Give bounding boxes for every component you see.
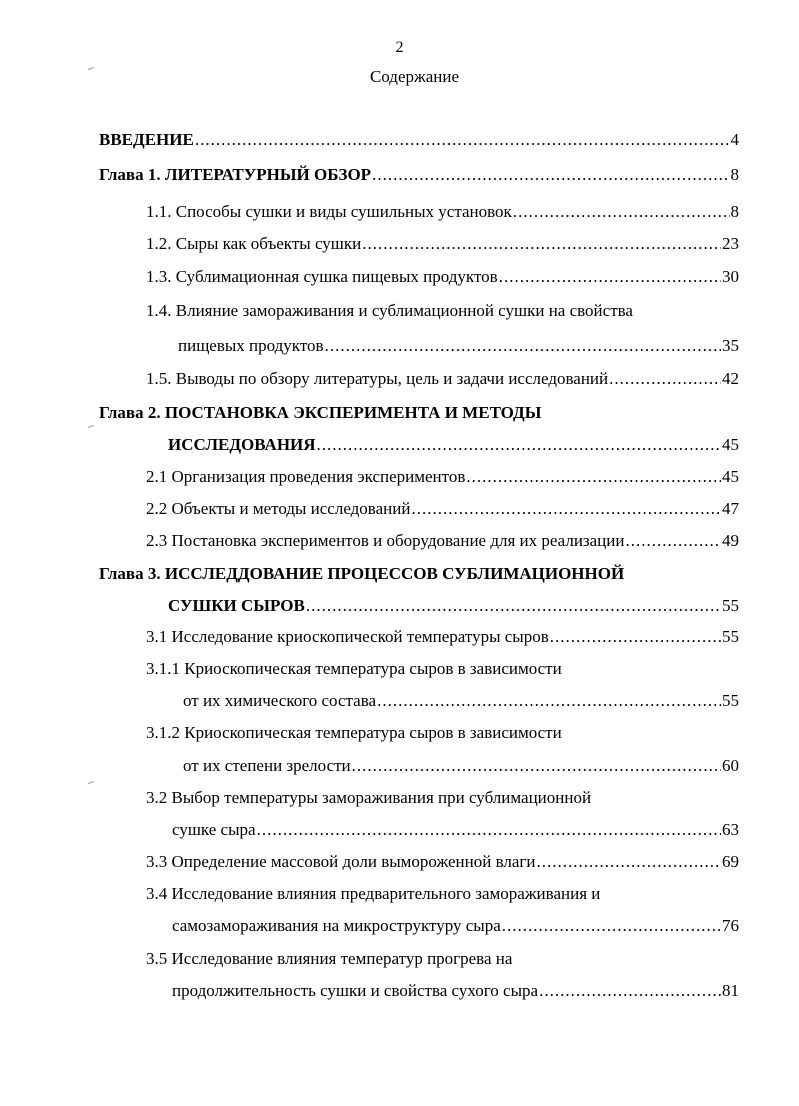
toc-page-number: 55 bbox=[722, 691, 739, 710]
toc-entry-3-1-1-line1: 3.1.1 Криоскопическая температура сыров в зависимости bbox=[146, 659, 562, 678]
toc-entry-text: ИССЛЕДОВАНИЯ bbox=[168, 435, 316, 454]
toc-page-number: 76 bbox=[722, 916, 739, 935]
scan-mark bbox=[88, 425, 94, 428]
toc-entry-1-1 bbox=[146, 203, 739, 220]
toc-entry-3-1-2 bbox=[183, 757, 739, 774]
toc-entry-text: 3.1 Исследование криоскопической температуры сыров bbox=[146, 627, 549, 646]
toc-leader bbox=[306, 597, 721, 614]
toc-page-number: 8 bbox=[730, 202, 739, 221]
toc-entry-3-4 bbox=[172, 917, 739, 934]
toc-leader bbox=[550, 628, 721, 645]
toc-entry-text: 2.1 Организация проведения экспериментов bbox=[146, 467, 466, 486]
toc-entry-1-2 bbox=[146, 235, 739, 252]
toc-leader bbox=[466, 468, 721, 485]
toc-entry-1-4-line1: 1.4. Влияние замораживания и сублимационной сушки на свойства bbox=[146, 301, 633, 320]
toc-entry-chapter-2-line1: Глава 2. ПОСТАНОВКА ЭКСПЕРИМЕНТА И МЕТОДЫ bbox=[99, 403, 542, 422]
toc-page-number: 69 bbox=[722, 852, 739, 871]
toc-entry-1-3 bbox=[146, 268, 739, 285]
toc-page-number: 49 bbox=[722, 531, 739, 550]
toc-entry-3-1 bbox=[146, 628, 739, 645]
page-title: Содержание bbox=[369, 67, 460, 86]
toc-entry-text: СУШКИ СЫРОВ bbox=[168, 596, 305, 615]
toc-leader bbox=[362, 235, 721, 252]
toc-entry-intro bbox=[99, 131, 739, 148]
toc-entry-text: от их степени зрелости bbox=[183, 756, 351, 775]
toc-page-number: 47 bbox=[722, 499, 739, 518]
toc-entry-3-3 bbox=[146, 853, 739, 870]
toc-entry-1-4 bbox=[178, 337, 739, 354]
toc-entry-text: ВВЕДЕНИЕ bbox=[99, 130, 194, 149]
toc-entry-text: 1.2. Сыры как объекты сушки bbox=[146, 234, 362, 253]
page-number: 2 bbox=[395, 39, 404, 56]
toc-entry-1-5 bbox=[146, 370, 739, 387]
toc-leader bbox=[325, 337, 721, 354]
toc-page-number: 55 bbox=[722, 596, 739, 615]
toc-entry-text: самозамораживания на микроструктуру сыра bbox=[172, 916, 501, 935]
toc-page-number: 4 bbox=[730, 130, 739, 149]
toc-leader bbox=[372, 166, 729, 183]
toc-page-number: 63 bbox=[722, 820, 739, 839]
toc-page-number: 60 bbox=[722, 756, 739, 775]
toc-entry-2-3 bbox=[146, 532, 739, 549]
toc-leader bbox=[539, 982, 721, 999]
toc-entry-3-1-2-line1: 3.1.2 Криоскопическая температура сыров в зависимости bbox=[146, 723, 562, 742]
toc-page-number: 45 bbox=[722, 435, 739, 454]
toc-leader bbox=[537, 853, 722, 870]
toc-entry-3-4-line1: 3.4 Исследование влияния предварительного замораживания и bbox=[146, 884, 601, 903]
toc-leader bbox=[513, 203, 730, 220]
toc-entry-chapter-3 bbox=[168, 597, 739, 614]
toc-entry-2-1 bbox=[146, 468, 739, 485]
toc-entry-chapter-3-line1: Глава 3. ИССЛЕДДОВАНИЕ ПРОЦЕССОВ СУБЛИМАЦИОННОЙ bbox=[99, 564, 625, 583]
toc-entry-text: 3.3 Определение массовой доли вымороженной влаги bbox=[146, 852, 536, 871]
toc-leader bbox=[317, 436, 721, 453]
toc-page-number: 55 bbox=[722, 627, 739, 646]
toc-page-number: 8 bbox=[730, 165, 739, 184]
toc-leader bbox=[502, 917, 721, 934]
scan-mark bbox=[88, 781, 94, 784]
toc-entry-text: продолжительность сушки и свойства сухого сыра bbox=[172, 981, 539, 1000]
toc-leader bbox=[609, 370, 721, 387]
toc-leader bbox=[411, 500, 721, 517]
toc-entry-chapter-2 bbox=[168, 436, 739, 453]
toc-entry-3-5-line1: 3.5 Исследование влияния температур прогрева на bbox=[146, 949, 513, 968]
toc-entry-3-2 bbox=[172, 821, 739, 838]
toc-entry-chapter-1 bbox=[99, 166, 739, 183]
toc-entry-3-1-1 bbox=[183, 692, 739, 709]
toc-page-number: 35 bbox=[722, 336, 739, 355]
toc-entry-text: 1.1. Способы сушки и виды сушильных установок bbox=[146, 202, 512, 221]
toc-leader bbox=[499, 268, 721, 285]
toc-entry-2-2 bbox=[146, 500, 739, 517]
toc-page-number: 81 bbox=[722, 981, 739, 1000]
toc-page-number: 42 bbox=[722, 369, 739, 388]
toc-page-number: 30 bbox=[722, 267, 739, 286]
toc-entry-3-5 bbox=[172, 982, 739, 999]
toc-entry-text: от их химического состава bbox=[183, 691, 377, 710]
toc-entry-text: пищевых продуктов bbox=[178, 336, 324, 355]
toc-leader bbox=[352, 757, 721, 774]
toc-leader bbox=[257, 821, 721, 838]
toc-entry-3-2-line1: 3.2 Выбор температуры замораживания при сублимационной bbox=[146, 788, 592, 807]
toc-entry-text: сушке сыра bbox=[172, 820, 256, 839]
toc-entry-text: 1.3. Сублимационная сушка пищевых продуктов bbox=[146, 267, 498, 286]
toc-entry-text: Глава 1. ЛИТЕРАТУРНЫЙ ОБЗОР bbox=[99, 165, 372, 184]
toc-entry-text: 2.2 Объекты и методы исследований bbox=[146, 499, 411, 518]
toc-page-number: 45 bbox=[722, 467, 739, 486]
toc-leader bbox=[625, 532, 721, 549]
toc-entry-text: 2.3 Постановка экспериментов и оборудование для их реализации bbox=[146, 531, 625, 550]
toc-entry-text: 1.5. Выводы по обзору литературы, цель и задачи исследований bbox=[146, 369, 609, 388]
toc-page-number: 23 bbox=[722, 234, 739, 253]
toc-leader bbox=[195, 131, 730, 148]
toc-leader bbox=[377, 692, 721, 709]
